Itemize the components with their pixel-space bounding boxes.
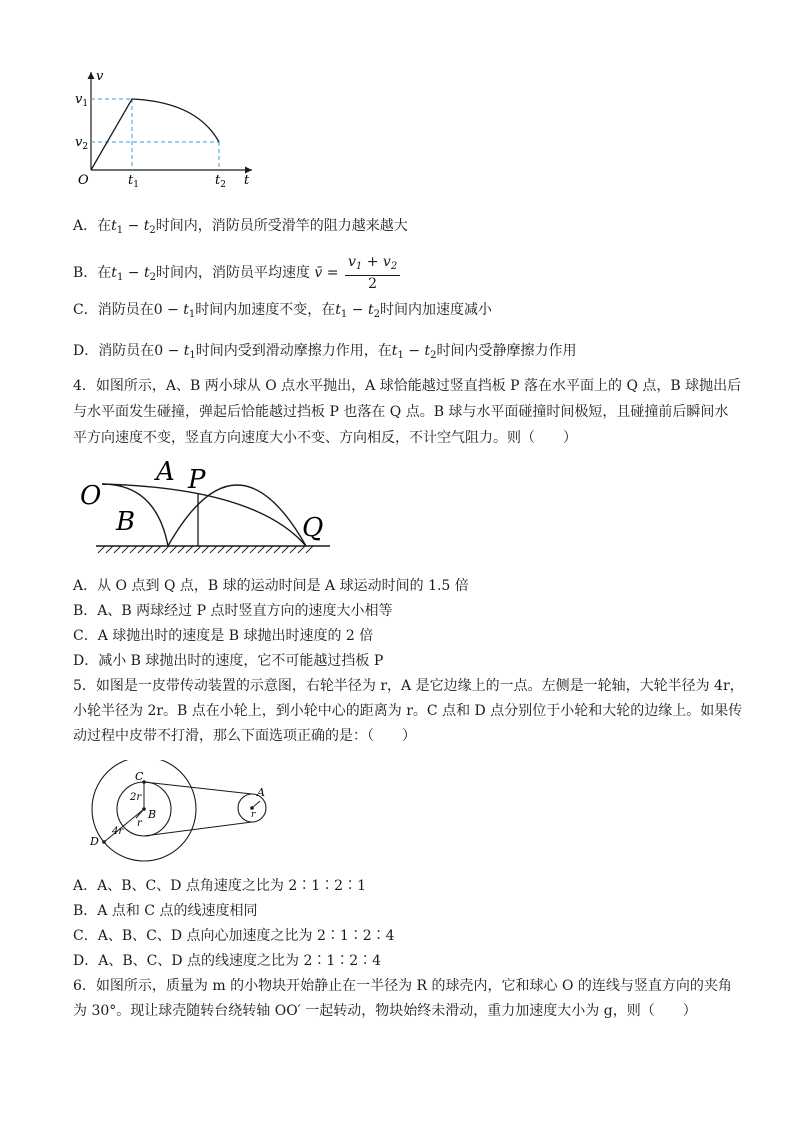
q5-option-c: C．A、B、C、D 点向心加速度之比为 2∶1∶2∶4 (73, 928, 395, 944)
q4-option-b: B．A、B 两球经过 P 点时竖直方向的速度大小相等 (73, 603, 393, 619)
q5-option-d: D．A、B、C、D 点的线速度之比为 2∶1∶2∶4 (73, 953, 382, 969)
label-p: P (188, 465, 206, 495)
label-r: r (137, 818, 142, 829)
point-d (102, 840, 106, 844)
label-c: C (135, 770, 144, 783)
q4-stem-line-2: 与水平面发生碰撞，弹起后恰能越过挡板 P 也落在 Q 点。B 球与水平面碰撞时间极短，且碰撞前后瞬间水 (73, 404, 729, 420)
q5-stem-line-3: 动过程中皮带不打滑，那么下面选项正确的是：（ ） (73, 728, 416, 744)
q3-option-b: B．在$t_1 - t_2$时间内，消防员平均速度 v̄ = $\frac{v_1 + v_2}{2}$ (73, 254, 400, 292)
q3-option-c: C．消防员在$0 - t_1$时间内加速度不变，在$t_1 - t_2$时间内加速度减小 (73, 302, 492, 320)
velocity-curve (91, 99, 219, 170)
label-2r: 2r (130, 792, 142, 803)
q6-stem-line-1: 6．如图所示，质量为 m 的小物块开始静止在一半径为 R 的球壳内，它和球心 O 的连线与竖直方向的夹角 (73, 978, 732, 994)
q3-option-a: A．在$t_1 - t_2$时间内，消防员所受滑竿的阻力越来越大 (73, 218, 408, 236)
label-4r: 4r (112, 826, 124, 837)
point-b (142, 807, 146, 811)
average-velocity-fraction: $\frac{v_1 + v_2}{2}$ (345, 254, 400, 292)
q4-stem-line-1: 4．如图所示，A、B 两小球从 O 点水平抛出，A 球恰能越过竖直挡板 P 落在水平面上的 Q 点，B 球抛出后 (73, 378, 742, 394)
v1-label: $v_1$ (75, 92, 89, 109)
label-a: A (156, 457, 175, 487)
q6-stem-line-2: 为 30°。现让球壳随转台绕转轴 OO′ 一起转动，物块始终未滑动，重力加速度大小为 g，则（ ） (73, 1003, 697, 1019)
q5-option-b: B．A 点和 C 点的线速度相同 (73, 903, 258, 919)
q4-option-a: A．从 O 点到 Q 点，B 球的运动时间是 A 球运动时间的 1.5 倍 (73, 578, 469, 594)
label-r-right: r (251, 810, 256, 820)
q4-option-d: D．减小 B 球抛出时的速度，它不可能越过挡板 P (73, 653, 384, 669)
q4-option-c: C．A 球抛出时的速度是 B 球抛出时速度的 2 倍 (73, 628, 374, 644)
ground-hatching (98, 546, 313, 553)
t-axis-label: t (244, 173, 250, 188)
q4-stem-line-3: 平方向速度不变，竖直方向速度大小不变、方向相反，不计空气阻力。则（ ） (73, 430, 577, 446)
projectile-figure (76, 454, 336, 554)
t2-label: $t_2$ (215, 173, 226, 190)
label-b: B (116, 507, 136, 537)
label-a-point: A (257, 786, 265, 799)
q5-option-a: A．A、B、C、D 点角速度之比为 2∶1∶2∶1 (73, 878, 366, 894)
belt-drive-figure (84, 760, 284, 862)
t1-label: $t_1$ (128, 173, 139, 190)
v2-label: $v_2$ (75, 135, 89, 152)
v-axis-label: v (96, 69, 104, 84)
label-d: D (90, 835, 99, 848)
q3-option-d: D．消防员在$0 - t_1$时间内受到滑动摩擦力作用，在$t_1 - t_2$时间内受静摩擦力作用 (73, 343, 577, 361)
origin-label: O (78, 173, 89, 188)
q5-stem-line-1: 5．如图是一皮带传动装置的示意图，右轮半径为 r，A 是它边缘上的一点。左侧是一轮轴，大轮半径为 4r， (73, 678, 744, 694)
q5-stem-line-2: 小轮半径为 2r。B 点在小轮上，到小轮中心的距离为 r。C 点和 D 点分别位于小轮和大轮的边缘上。如果传 (73, 703, 743, 719)
vt-graph (72, 66, 272, 192)
belt-bottom (144, 822, 252, 836)
label-o: O (80, 481, 102, 511)
label-q: Q (302, 513, 324, 543)
label-b-point: B (148, 808, 157, 821)
